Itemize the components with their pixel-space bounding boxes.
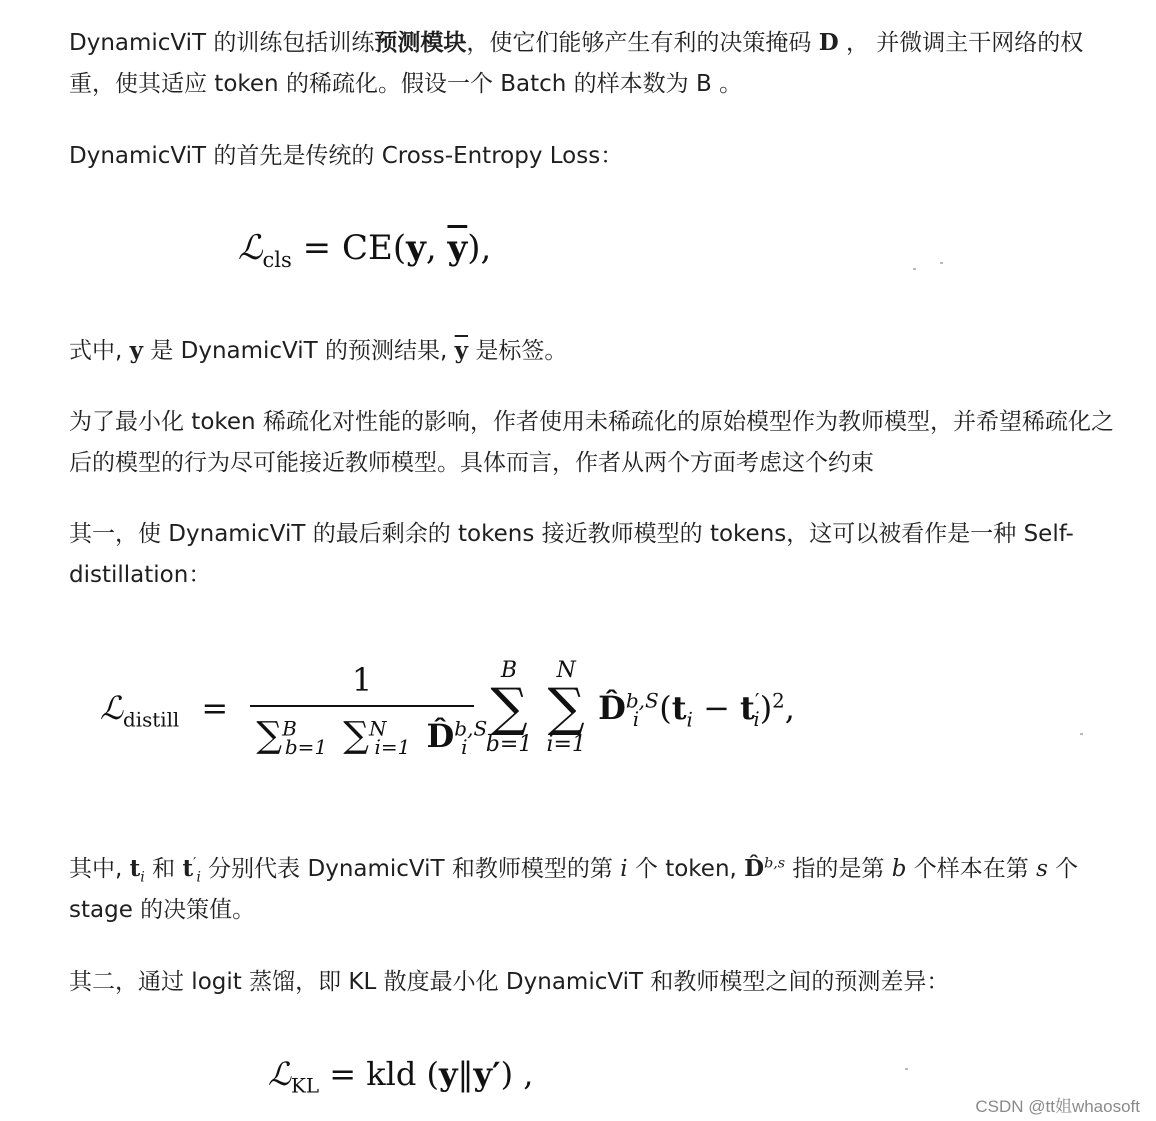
formula-kl [268,1055,534,1098]
math-sub: cls [262,246,292,272]
paragraph-kl: 其二，通过 logit 蒸馏，即 KL 散度最小化 DynamicViT 和教师模型之间的预测差异： [69,969,950,995]
math-sub: i [632,707,640,732]
math-D-hat: D̂ [426,716,455,755]
sum-lower: i=1 [374,734,411,759]
sum-lower: i=1 [546,732,586,757]
paragraph-cls-explain [69,330,1114,372]
math-eq: = [201,689,229,727]
text: ， 并微调主干网络的权重，使其适应 token 的稀疏化。假设一个 Batch 的样本数为 B 。 [69,30,1084,97]
math-text: ) , [500,1055,534,1093]
text: 个 stage 的决策值。 [69,856,1079,923]
text: ，使它们能够产生有利的决策掩码 [466,30,819,56]
math-i: i [620,856,628,882]
math-sub: KL [291,1074,320,1098]
math-sub: i [196,869,201,886]
paragraph-intro [69,22,1114,105]
csdn-watermark: CSDN @tt姐whaosoft [975,1097,1140,1116]
artifact-dot [940,262,943,264]
math-sub: i [140,869,145,886]
math-b: b [891,856,907,882]
math-bars: ‖ [457,1055,474,1093]
sum-upper: B [500,658,518,683]
text: 个样本在第 [906,856,1037,882]
sum-lower: b=1 [485,732,533,757]
artifact-dot [913,268,916,270]
bold-text: 预测模块 [374,30,467,56]
math-t: t [129,855,141,882]
math-sup: b,s [764,855,786,872]
sum-lower: b=1 [284,734,328,759]
artifact-dot [905,1068,908,1070]
math-sub: i [686,708,693,732]
sum-upper: N [556,658,576,683]
math-text: = CE( [291,228,407,268]
sum-b: B ∑ b=1 [485,658,533,757]
formula-distill: ℒ$_{distill}$ = $\frac{1}{\sum^B_{b=1} \sum^N_{i=1} D̂^{b,S}_i}$ B ∑ b=1 N ∑ i=1 D̂$^{b,S}_i$ $(t_i - t'_i)^2$, [100,658,795,759]
math-sub: distill [123,708,180,732]
fraction [250,660,488,759]
math-exponent: 2 [772,689,785,713]
paragraph-teacher: 为了最小化 token 稀疏化对性能的影响，作者使用未稀疏化的原始模型作为教师模型，并希望稀疏化之后的模型的行为尽可能接近教师模型。具体而言，作者从两个方面考虑这个约束 [69,409,1114,476]
text: 其中, [69,856,130,882]
math-minus: − [692,689,741,727]
artifact-dot [1080,733,1083,735]
math-L: ℒ [268,1055,292,1093]
math-ybar: $\overline{y}$ [454,337,469,364]
text: 是 DynamicViT 的预测结果, [143,338,455,364]
math-D: D [818,29,839,56]
math-L: ℒ [238,228,263,268]
math-paren: ( [659,689,672,727]
text: 分别代表 DynamicViT 和教师模型的第 [200,856,621,882]
text: DynamicViT 的训练包括训练 [69,30,375,56]
math-t-prime: t [740,689,755,727]
text: 指的是第 [785,856,892,882]
math-y-prime: y′ [473,1055,501,1093]
math-s: s [1036,856,1048,882]
paragraph-distill-explain: 其中, $t_i$ 和 $t'_i$ 分别代表 DynamicViT 和教师模型的第 i 个 token, D̂$^{b,s}$ 指的是第 b 个样本在第 s 个 stage 的决策值。 [69,855,1079,923]
math-sub: i [753,708,760,732]
sum-upper: N [368,715,387,740]
fraction-denominator: ∑$^B_{b=1}$ ∑$^N_{i=1}$ D̂$^{b,S}_i$ [250,705,473,756]
math-D-hat: D̂ [598,689,626,727]
math-t: t [671,689,687,727]
sum-upper: B [282,715,297,740]
paragraph-self-distill: 其一，使 DynamicViT 的最后剩余的 tokens 接近教师模型的 tokens，这可以被看作是一种 Self-distillation： [69,521,1074,588]
math-L: ℒ [100,689,124,727]
math-D-hat: D̂ [744,855,765,882]
math-y: y [129,337,143,364]
math-text: = kld ( [319,1055,439,1093]
fraction-numerator: 1 [351,660,373,699]
math-y: y [438,1055,458,1093]
math-ybar: $\overline{y}$ [447,228,468,268]
math-paren: ) [759,689,773,727]
text: 和 [144,856,183,882]
math-text: , [425,228,448,268]
math-text: , [784,689,795,727]
formula-cls [238,228,492,272]
text: 个 token, [627,856,745,882]
text: 式中, [69,338,130,364]
math-t-prime: t [182,855,194,882]
math-sup: b,S [454,715,488,740]
text: 是标签。 [468,338,568,364]
math-text: ), [467,228,492,268]
math-y: y [406,228,426,268]
sum-i: N ∑ i=1 [546,658,586,757]
math-sub: i [461,734,468,759]
paragraph-ce-loss: DynamicViT 的首先是传统的 Cross-Entropy Loss： [69,143,624,169]
math-sup: b,S [625,688,659,713]
